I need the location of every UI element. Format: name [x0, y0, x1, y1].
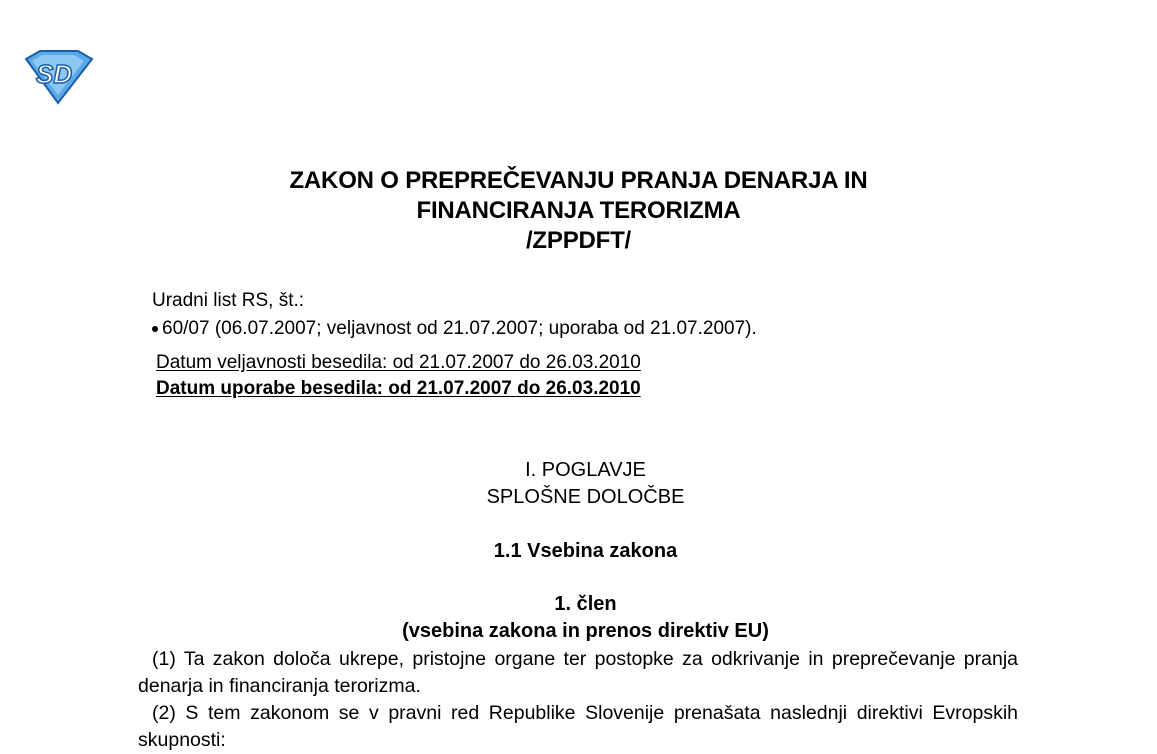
- article-title: (vsebina zakona in prenos direktiv EU): [402, 620, 769, 642]
- section-heading: [0, 538, 1157, 565]
- bullet-icon: [152, 326, 158, 332]
- article-paragraph: (1) Ta zakon določa ukrepe, pristojne organe ter postopke za odkrivanje in preprečevanje pranja denarja in financiranja terorizma.: [138, 648, 1018, 697]
- chapter-name: SPLOŠNE DOLOČBE: [486, 486, 685, 508]
- law-title-line-1: ZAKON O PREPREČEVANJU PRANJA DENARJA IN: [289, 167, 868, 194]
- chapter-number: I. POGLAVJE: [525, 459, 646, 481]
- svg-text:SD: SD: [36, 59, 73, 89]
- law-title-line-2: FINANCIRANJA TERORIZMA: [416, 197, 741, 224]
- chapter-heading: [0, 457, 1157, 511]
- article-paragraph: (2) S tem zakonom se v pravni red Republike Slovenije prenašata naslednji direktivi Evropskih skupnosti:: [138, 702, 1018, 751]
- gazette-entry: [152, 315, 757, 343]
- gazette-entry-text: 60/07 (06.07.2007; veljavnost od 21.07.2007; uporaba od 21.07.2007).: [162, 318, 757, 339]
- section-title: 1.1 Vsebina zakona: [493, 540, 678, 562]
- gazette-label: Uradni list RS, št.:: [152, 290, 305, 311]
- article-number: 1. člen: [554, 593, 617, 615]
- text-dates: [156, 350, 641, 402]
- law-abbreviation: /ZPPDFT/: [525, 227, 632, 254]
- application-date: Datum uporabe besedila: od 21.07.2007 do 26.03.2010: [156, 378, 641, 399]
- official-gazette: [152, 287, 757, 343]
- validity-date: Datum veljavnosti besedila: od 21.07.2007 do 26.03.2010: [156, 352, 641, 373]
- sd-logo: [22, 49, 96, 105]
- law-title: [0, 166, 1157, 256]
- article-heading: [0, 591, 1157, 645]
